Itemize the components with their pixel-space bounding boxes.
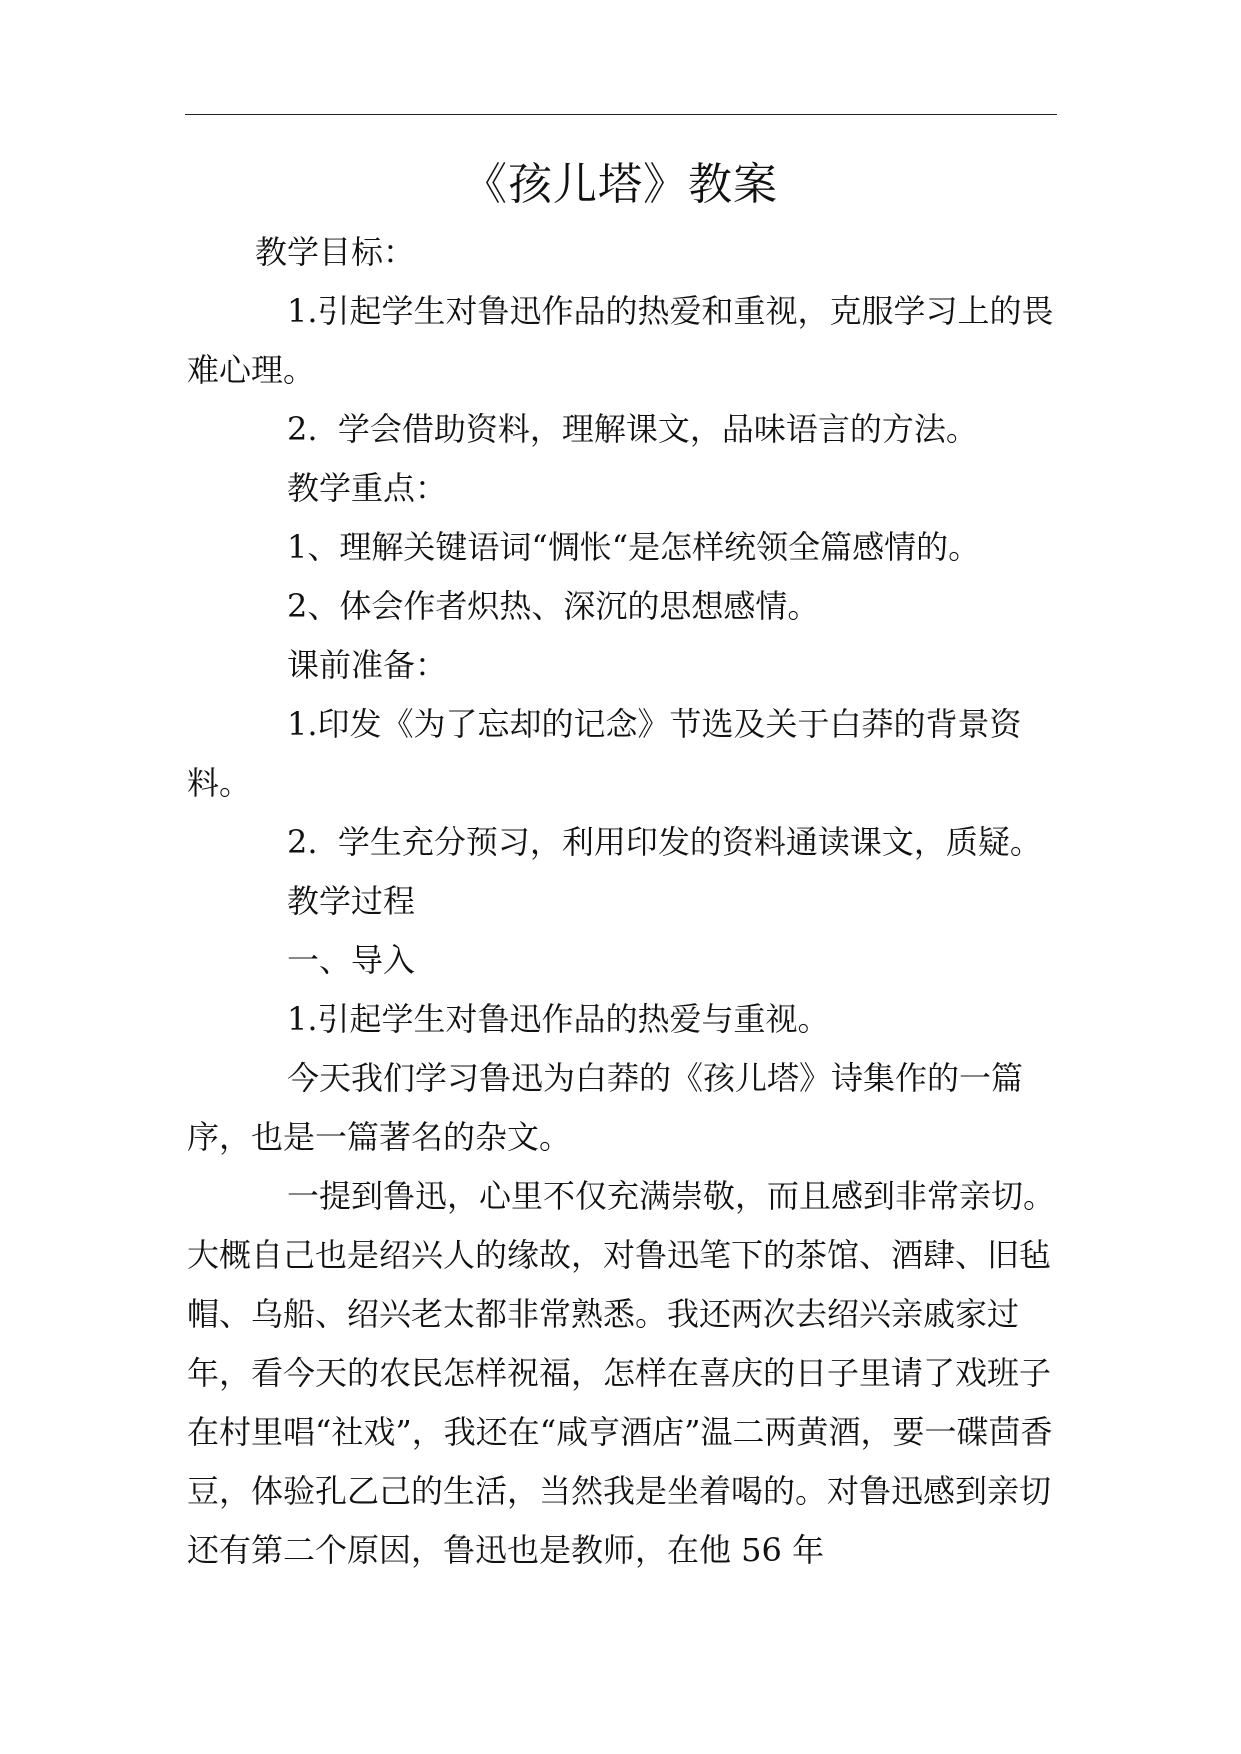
paragraph-key-point-2: 2、体会作者炽热、深沉的思想感情。 [287, 587, 820, 625]
paragraph-luxun-text: 一提到鲁迅，心里不仅充满崇敬，而且感到非常亲切。大概自己也是绍兴人的缘故，对鲁迅笔下的茶馆、酒肆、旧毡帽、乌船、绍兴老太都非常熟悉。我还两次去绍兴亲戚家过年，看今天的农民怎样祝福，怎样在喜庆的日子里请了戏班子在村里唱“社戏”，我还在“咸亨酒店”温二两黄酒，要一碟茴香豆，体验孔乙己的生活，当然我是坐着喝的。对鲁迅感到亲切还有第二个原因，鲁迅也是教师，在他 56 年 [187, 1177, 1056, 1569]
paragraph-teaching-goals-heading: 教学目标： [255, 233, 416, 271]
paragraph-process-heading: 教学过程 [287, 882, 416, 920]
paragraph-goal-2: 2. 学会借助资料，理解课文，品味语言的方法。 [287, 410, 978, 448]
paragraph-goal-1: 1.引起学生对鲁迅作品的热爱和重视，克服学习上的畏难心理。 [187, 292, 1054, 389]
document-title: 《孩儿塔》教案 [463, 159, 778, 210]
paragraph-preparation-heading: 课前准备： [287, 646, 448, 684]
paragraph-intro-text: 今天我们学习鲁迅为白莽的《孩儿塔》诗集作的一篇序，也是一篇著名的杂文。 [187, 1059, 1024, 1156]
paragraph-key-points-heading: 教学重点： [287, 469, 448, 507]
paragraph-section-intro: 一、导入 [287, 941, 416, 979]
header-rule [185, 114, 1057, 115]
paragraph-preparation-2: 2. 学生充分预习，利用印发的资料通读课文，质疑。 [287, 823, 1042, 861]
paragraph-preparation-1: 1.印发《为了忘却的记念》节选及关于白莽的背景资料。 [187, 705, 1022, 802]
paragraph-key-point-1: 1、理解关键语词“惆怅“是怎样统领全篇感情的。 [287, 528, 981, 566]
paragraph-intro-1: 1.引起学生对鲁迅作品的热爱与重视。 [287, 1000, 830, 1038]
document-body [187, 223, 1057, 1580]
